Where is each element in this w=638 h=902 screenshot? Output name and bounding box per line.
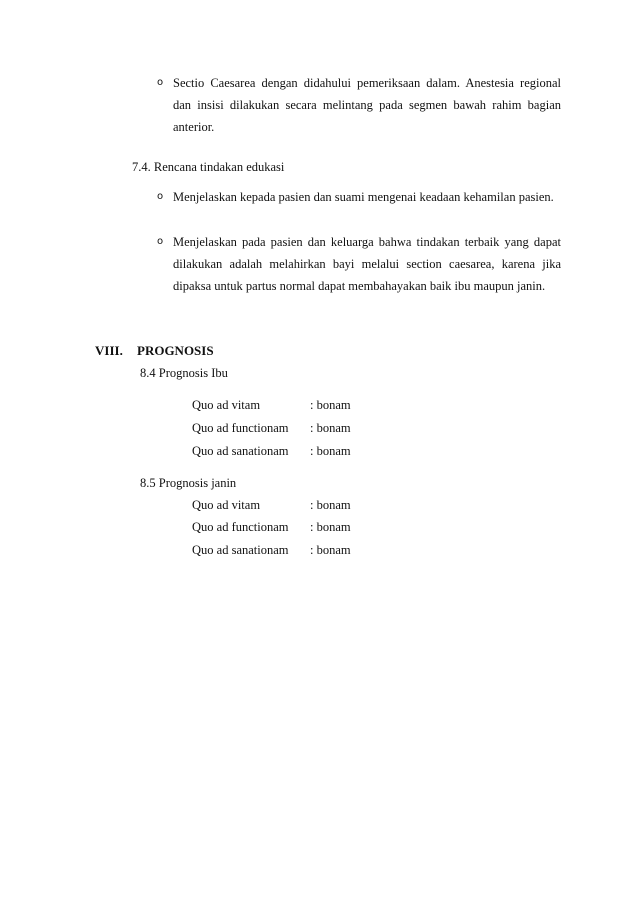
prognosis-value: : bonam bbox=[310, 444, 351, 458]
subsection-title-8-5: 8.5 Prognosis janin bbox=[140, 476, 237, 490]
prognosis-label: Quo ad functionam bbox=[192, 421, 289, 435]
section-title: PROGNOSIS bbox=[137, 343, 214, 358]
prognosis-value: : bonam bbox=[310, 498, 351, 512]
bullet-marker: o bbox=[157, 236, 164, 247]
prognosis-label: Quo ad functionam bbox=[192, 520, 289, 534]
subsection-title-7-4: 7.4. Rencana tindakan edukasi bbox=[132, 160, 285, 174]
prognosis-value: : bonam bbox=[310, 543, 351, 557]
education-item-1: Menjelaskan kepada pasien dan suami mengenai keadaan kehamilan pasien. bbox=[173, 190, 554, 204]
section-number: VIII. bbox=[95, 343, 123, 358]
prognosis-value: : bonam bbox=[310, 421, 351, 435]
prognosis-label: Quo ad sanationam bbox=[192, 444, 289, 458]
bullet-marker: o bbox=[157, 191, 164, 202]
bullet-marker: o bbox=[157, 77, 164, 88]
prognosis-label: Quo ad vitam bbox=[192, 498, 261, 512]
prognosis-label: Quo ad sanationam bbox=[192, 543, 289, 557]
prognosis-value: : bonam bbox=[310, 520, 351, 534]
education-item-2: Menjelaskan pada pasien dan keluarga bahwa tindakan terbaik yang dapat dilakukan adalah melahirkan bayi melalui section caesarea, karena jika dipaksa untuk partus normal dapat membahayakan baik ibu maupun janin. bbox=[173, 235, 561, 293]
subsection-title-8-4: 8.4 Prognosis Ibu bbox=[140, 366, 228, 380]
prognosis-label: Quo ad vitam bbox=[192, 398, 261, 412]
prognosis-value: : bonam bbox=[310, 398, 351, 412]
procedure-paragraph: Sectio Caesarea dengan didahului pemeriksaan dalam. Anestesia regional dan insisi dilakukan secara melintang pada segmen bawah rahim bagian anterior. bbox=[173, 76, 561, 134]
